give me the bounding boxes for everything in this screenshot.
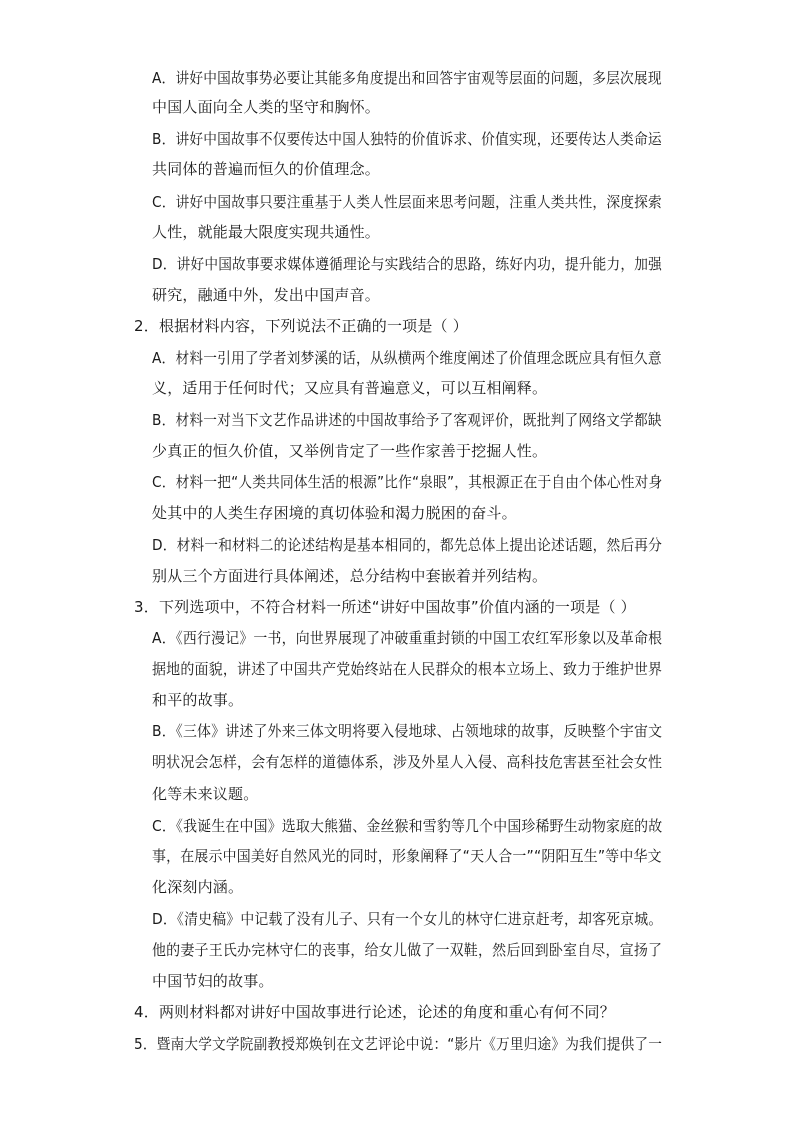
q3-option-d-line2: 他的妻子王氏办完林守仁的丧事，给女儿做了一双鞋，然后回到卧室自尽，宣扬了: [152, 941, 663, 959]
q2-option-d-line1: D．材料一和材料二的论述结构是基本相同的，都先总体上提出论述话题，然后再分: [152, 536, 662, 554]
q3-option-b-line3: 化等未来议题。: [152, 785, 259, 803]
q3-option-a-line1: A．《西行漫记》一书，向世界展现了冲破重重封锁的中国工农红军形象以及革命根: [152, 629, 663, 647]
q1-option-d-line2: 研究，融通中外，发出中国声音。: [152, 286, 381, 304]
q3-stem: 3．下列选项中，不符合材料一所述“讲好中国故事”价值内涵的一项是（ ）: [134, 598, 636, 616]
q2-option-a-line2: 义，适用于任何时代；又应具有普遍意义，可以互相阐释。: [152, 379, 548, 397]
q3-option-a-line3: 和平的故事。: [152, 691, 244, 709]
q1-option-b-line2: 共同体的普遍而恒久的价值理念。: [152, 160, 381, 178]
q3-option-d-line1: D．《清史稿》中记载了没有儿子、只有一个女儿的林守仁进京赶考，却客死京城。: [152, 910, 663, 928]
q1-option-a-line2: 中国人面向全人类的坚守和胸怀。: [152, 98, 381, 116]
q2-option-d-line2: 别从三个方面进行具体阐述，总分结构中套嵌着并列结构。: [152, 567, 548, 585]
q2-stem: 2．根据材料内容，下列说法不正确的一项是（ ）: [134, 317, 468, 335]
q3-option-c-line2: 事，在展示中国美好自然风光的同时，形象阐释了“天人合一”“阴阳互生”等中华文: [152, 847, 662, 865]
q1-option-c-line2: 人性，就能最大限度实现共通性。: [152, 223, 381, 241]
q4-stem: 4．两则材料都对讲好中国故事进行论述，论述的角度和重心有何不同？: [134, 1003, 615, 1021]
q1-option-b-line1: B．讲好中国故事不仅要传达中国人独特的价值诉求、价值实现，还要传达人类命运: [152, 130, 662, 148]
q3-option-b-line2: 明状况会怎样，会有怎样的道德体系，涉及外星人入侵、高科技危害甚至社会女性: [152, 753, 663, 771]
q1-option-a-line1: A．讲好中国故事势必要让其能多角度提出和回答宇宙观等层面的问题，多层次展现: [152, 69, 662, 87]
q3-option-b-line1: B．《三体》讲述了外来三体文明将要入侵地球、占领地球的故事，反映整个宇宙文: [152, 722, 663, 740]
q2-option-c-line1: C．材料一把“人类共同体生活的根源”比作“泉眼”，其根源正在于自由个体心性对身: [152, 473, 663, 491]
q2-option-b-line2: 少真正的恒久价值，又举例肯定了一些作家善于挖掘人性。: [152, 442, 548, 460]
q2-option-b-line1: B．材料一对当下文艺作品讲述的中国故事给予了客观评价，既批判了网络文学都缺: [152, 411, 662, 429]
q2-option-c-line2: 处其中的人类生存困境的真切体验和渴力脱困的奋斗。: [152, 504, 517, 522]
q5-stem: 5．暨南大学文学院副教授郑焕钊在文艺评论中说：“影片《万里归途》为我们提供了一: [134, 1035, 663, 1053]
q1-option-c-line1: C．讲好中国故事只要注重基于人类人性层面来思考问题，注重人类共性，深度探索: [152, 193, 662, 211]
q2-option-a-line1: A．材料一引用了学者刘梦溪的话，从纵横两个维度阐述了价值理念既应具有恒久意: [152, 349, 662, 367]
q1-option-d-line1: D．讲好中国故事要求媒体遵循理论与实践结合的思路，练好内功，提升能力，加强: [152, 255, 662, 273]
q3-option-c-line1: C．《我诞生在中国》选取大熊猫、金丝猴和雪豹等几个中国珍稀野生动物家庭的故: [152, 817, 663, 835]
q3-option-c-line3: 化深刻内涵。: [152, 878, 244, 896]
q3-option-a-line2: 据地的面貌，讲述了中国共产党始终站在人民群众的根本立场上、致力于维护世界: [152, 660, 663, 678]
q3-option-d-line3: 中国节妇的故事。: [152, 972, 274, 990]
